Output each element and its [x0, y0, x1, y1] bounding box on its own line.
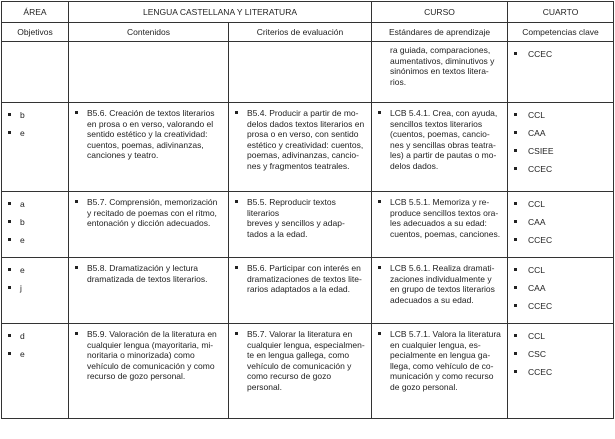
estandar-cell — [372, 42, 508, 103]
competencias-list — [512, 199, 609, 253]
contenido-text: B5.7. Comprensión, memorización y recitado de poemas con el ritmo, entonación y dicción adecuados. — [73, 197, 224, 229]
criterio-cell — [229, 103, 372, 192]
competencias-item: CCL — [512, 265, 609, 283]
estandar-text: LCB 5.6.1. Realiza dramati- zaciones individualmente y en grupo de textos literarios adecuados a su edad. — [376, 263, 503, 305]
estandar-cell — [372, 103, 508, 192]
objetivos-cell — [2, 324, 69, 419]
criterio-text: B5.6. Participar con interés en dramatizaciones de textos lite- rarios adaptados a la edad. — [233, 263, 367, 295]
competencias-item: CCL — [512, 110, 609, 128]
cuarto-header: CUARTO — [508, 2, 614, 23]
contenido-list — [73, 197, 224, 229]
objetivos-list — [6, 331, 64, 367]
estandar-text: LCB 5.4.1. Crea, con ayuda, sencillos textos literarios (cuentos, poemas, cancio- nes y sencillas obras teatra- les) a partir de pautas o mo- delos dados. — [376, 108, 503, 172]
objetivos-item: e — [6, 235, 64, 253]
curso-header: CURSO — [372, 2, 508, 23]
competencias-list — [512, 49, 609, 67]
table-row — [2, 324, 614, 419]
estandar-list — [376, 197, 503, 239]
competencias-header: Competencias clave — [508, 23, 614, 42]
objetivos-list — [6, 199, 64, 253]
competencias-item: CCEC — [512, 235, 609, 253]
table-row — [2, 258, 614, 324]
competencias-cell — [508, 192, 614, 258]
estandares-header: Estándares de aprendizaje — [372, 23, 508, 42]
competencias-item: CSC — [512, 349, 609, 367]
objetivos-item: j — [6, 283, 64, 301]
contenido-list — [73, 329, 224, 382]
objetivos-item: d — [6, 331, 64, 349]
criterio-cell — [229, 192, 372, 258]
competencias-item: CSIEE — [512, 146, 609, 164]
contenido-list — [73, 108, 224, 161]
criterio-list — [233, 329, 367, 393]
competencias-item: CCEC — [512, 164, 609, 182]
objetivos-item: b — [6, 217, 64, 235]
objetivos-item: a — [6, 199, 64, 217]
objetivos-cell — [2, 103, 69, 192]
contenido-cell — [69, 103, 229, 192]
header-row — [2, 2, 614, 23]
competencias-item: CCEC — [512, 301, 609, 319]
criterio-cell — [229, 258, 372, 324]
criterio-list — [233, 263, 367, 295]
estandar-list — [376, 263, 503, 305]
competencias-cell — [508, 324, 614, 419]
subject-header: LENGUA CASTELLANA Y LITERATURA — [69, 2, 372, 23]
estandar-cell — [372, 258, 508, 324]
criterio-cell — [229, 42, 372, 103]
competencias-item: CCEC — [512, 367, 609, 385]
contenido-text: B5.9. Valoración de la literatura en cualquier lengua (mayoritaria, mi- noritaria o minorizada) como vehículo de comunicación y como recurso de gozo personal. — [73, 329, 224, 382]
estandar-text: LCB 5.7.1. Valora la literatura en cualquier lengua, es- pecialmente en lengua ga- llega, como vehículo de co- municación y como recurso de gozo personal. — [376, 329, 503, 393]
contenido-cell — [69, 42, 229, 103]
objetivos-header: Objetivos — [2, 23, 69, 42]
criterio-cell — [229, 324, 372, 419]
table-row — [2, 103, 614, 192]
competencias-cell — [508, 42, 614, 103]
objetivos-list — [6, 265, 64, 301]
objetivos-cell — [2, 192, 69, 258]
competencias-item: CCEC — [512, 49, 609, 67]
contenido-list — [73, 263, 224, 284]
competencias-list — [512, 110, 609, 182]
column-header-row — [2, 23, 614, 42]
criterio-text: B5.5. Reproducir textos literarios breves y sencillos y adap- tados a la edad. — [233, 197, 367, 239]
estandar-cell — [372, 192, 508, 258]
contenido-text: B5.6. Creación de textos literarios en prosa o en verso, valorando el sentido estético y la creatividad: cuentos, poemas, adivinanzas, canciones y teatro. — [73, 108, 224, 161]
objetivos-item: e — [6, 265, 64, 283]
contenido-text: B5.8. Dramatización y lectura dramatizada de textos literarios. — [73, 263, 224, 284]
contenido-cell — [69, 258, 229, 324]
criterio-list — [233, 197, 367, 239]
estandar-cell — [372, 324, 508, 419]
contenido-cell — [69, 324, 229, 419]
criterio-text: B5.7. Valorar la literatura en cualquier lengua, especialmen- te en lengua gallega, como vehículo de comunicación y como recurso de gozo personal. — [233, 329, 367, 393]
competencias-cell — [508, 258, 614, 324]
estandar-text: LCB 5.5.1. Memoriza y re- produce sencillos textos ora- les adecuados a su edad: cuentos, poemas, canciones. — [376, 197, 503, 239]
estandar-text: ra guiada, comparaciones, aumentativos, diminutivos y sinónimos en textos litera- rios. — [390, 45, 495, 87]
table-body — [2, 42, 614, 419]
competencias-cell — [508, 103, 614, 192]
objetivos-cell — [2, 42, 69, 103]
competencias-list — [512, 265, 609, 319]
criterio-list — [233, 108, 367, 172]
objetivos-item: e — [6, 349, 64, 367]
contenido-cell — [69, 192, 229, 258]
objetivos-list — [6, 110, 64, 146]
table-row — [2, 192, 614, 258]
competencias-item: CAA — [512, 128, 609, 146]
contenidos-header: Contenidos — [69, 23, 229, 42]
table-row — [2, 42, 614, 103]
competencias-item: CAA — [512, 217, 609, 235]
objetivos-cell — [2, 258, 69, 324]
area-header: ÁREA — [2, 2, 69, 23]
competencias-item: CCL — [512, 331, 609, 349]
competencias-item: CAA — [512, 283, 609, 301]
curriculum-table — [1, 1, 614, 419]
criterios-header: Criterios de evaluación — [229, 23, 372, 42]
estandar-list — [376, 329, 503, 393]
estandar-list — [376, 108, 503, 172]
competencias-item: CCL — [512, 199, 609, 217]
objetivos-item: e — [6, 128, 64, 146]
objetivos-item: b — [6, 110, 64, 128]
criterio-text: B5.4. Producir a partir de mo- delos dados textos literarios en prosa o en verso, con sentido estético y creatividad: cuentos, poemas, adivinanzas, cancio- nes y fragmentos teatrales. — [233, 108, 367, 172]
competencias-list — [512, 331, 609, 385]
